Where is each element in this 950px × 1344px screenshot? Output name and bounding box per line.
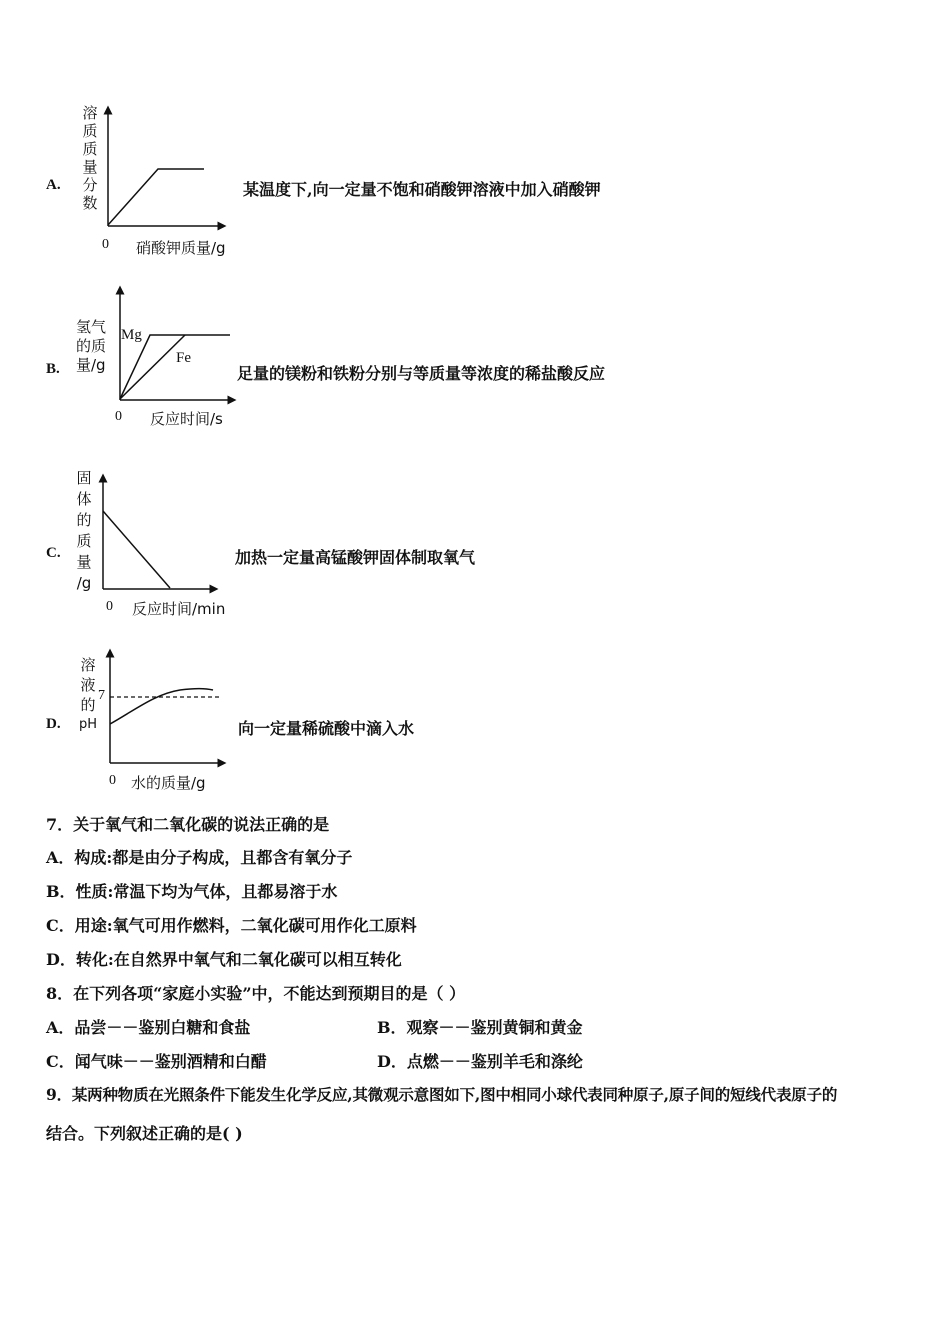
q7-stem: 7．关于氧气和二氧化碳的说法正确的是 bbox=[46, 815, 330, 834]
option-b-description: 足量的镁粉和铁粉分别与等质量等浓度的稀盐酸反应 bbox=[237, 364, 606, 383]
graph-c-origin: 0 bbox=[106, 599, 113, 614]
option-d-description: 向一定量稀硫酸中滴入水 bbox=[238, 719, 415, 738]
q9-line1: 9．某两种物质在光照条件下能发生化学反应,其微观示意图如下,图中相同小球代表同种原子,原子间的短线代表原子的 bbox=[46, 1085, 838, 1104]
option-a-description: 某温度下,向一定量不饱和硝酸钾溶液中加入硝酸钾 bbox=[243, 180, 601, 199]
q9-line2: 结合。下列叙述正确的是( ) bbox=[46, 1124, 243, 1143]
q8-option-d: D．点燃－－鉴别羊毛和涤纶 bbox=[377, 1052, 583, 1071]
q7-option-b: B．性质:常温下均为气体，且都易溶于水 bbox=[46, 882, 338, 901]
graph-b-origin: 0 bbox=[115, 409, 122, 424]
graph-b-ylabel: 氢气 的质 量/g bbox=[76, 318, 107, 374]
q7-option-a: A．构成:都是由分子构成，且都含有氧分子 bbox=[46, 848, 353, 867]
graph-d-origin: 0 bbox=[109, 773, 116, 788]
graph-d-curve bbox=[110, 689, 213, 725]
q8-stem: 8．在下列各项“家庭小实验”中，不能达到预期目的是（ ） bbox=[46, 984, 466, 1003]
graph-b-xlabel: 反应时间/s bbox=[150, 410, 223, 428]
graph-d-tick-7: 7 bbox=[98, 688, 105, 703]
option-a-letter: A. bbox=[46, 177, 61, 193]
graph-b-fe-label: Fe bbox=[176, 350, 191, 366]
graph-c-xlabel: 反应时间/min bbox=[132, 600, 226, 618]
graph-d-xlabel: 水的质量/g bbox=[131, 774, 206, 792]
graph-c-ylabel: 固 体 的 质 量 /g bbox=[76, 469, 92, 592]
graph-d-ylabel: 溶 液 的 pH bbox=[78, 656, 98, 732]
q8-option-b: B．观察－－鉴别黄铜和黄金 bbox=[377, 1018, 583, 1037]
q8-option-a: A．品尝－－鉴别白糖和食盐 bbox=[46, 1018, 251, 1037]
graph-b-mg-label: Mg bbox=[121, 327, 142, 343]
graph-a-ylabel: 溶 质 质 量 分 数 bbox=[82, 104, 98, 212]
option-d-letter: D. bbox=[46, 716, 61, 732]
graph-a-xlabel: 硝酸钾质量/g bbox=[136, 239, 226, 257]
option-b-letter: B. bbox=[46, 361, 60, 377]
q7-option-d: D．转化:在自然界中氧气和二氧化碳可以相互转化 bbox=[46, 950, 402, 969]
option-c-letter: C. bbox=[46, 545, 61, 561]
q8-option-c: C．闻气味－－鉴别酒精和白醋 bbox=[46, 1052, 267, 1071]
graph-a-origin: 0 bbox=[102, 237, 109, 252]
q7-option-c: C．用途:氧气可用作燃料，二氧化碳可用作化工原料 bbox=[46, 916, 417, 935]
option-c-description: 加热一定量高锰酸钾固体制取氧气 bbox=[235, 548, 476, 567]
